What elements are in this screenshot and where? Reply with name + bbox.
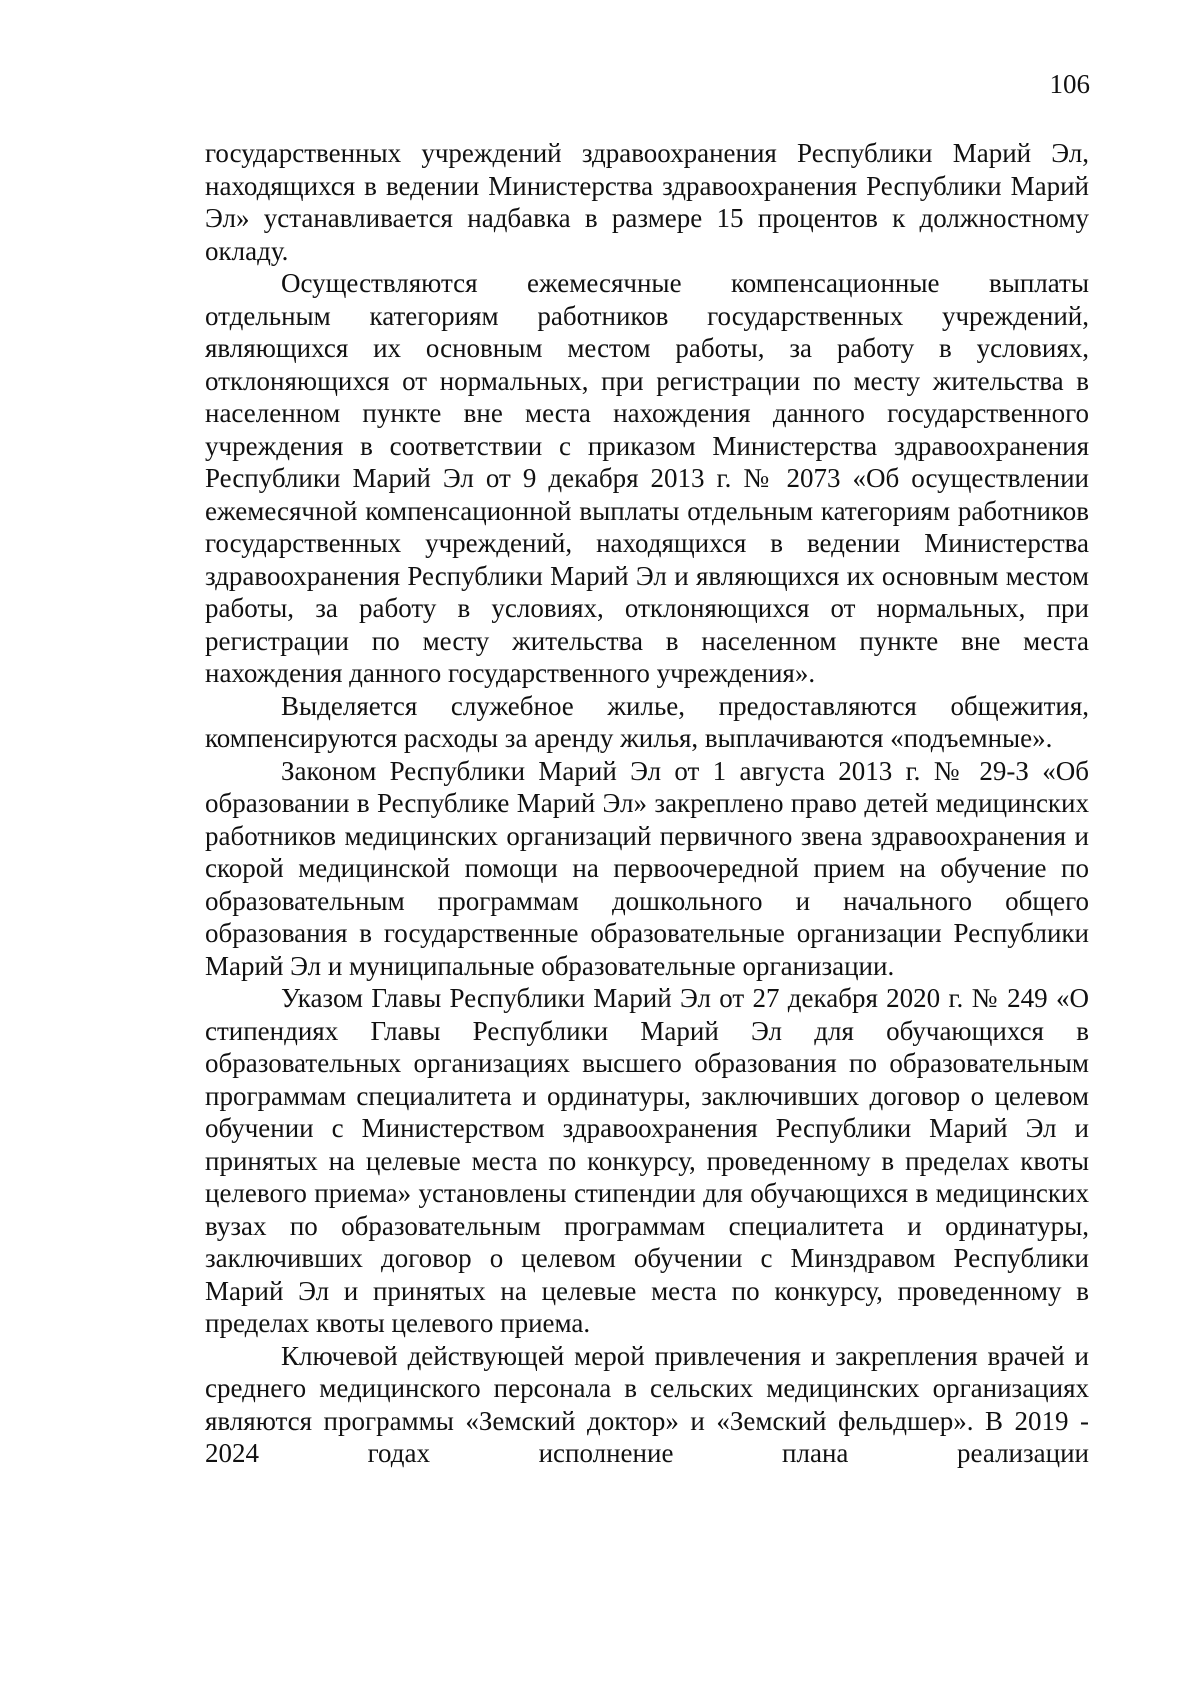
page-number: 106 <box>1049 69 1090 99</box>
paragraph-6: Ключевой действующей мерой привлечения и закрепления врачей и среднего медицинского персонала в сельских медицинских организациях являются программы «Земский доктор» и «Земский фельдшер». В 2019 - 2024 годах исполнение плана реализации <box>205 1340 1089 1468</box>
paragraph-5: Указом Главы Республики Марий Эл от 27 декабря 2020 г. № 249 «О стипендиях Главы Республики Марий Эл для обучающихся в образовательных организациях высшего образования по образовательным программам специалитета и ординатуры, заключивших договор о целевом обучении с Министерством здравоохранения Республики Марий Эл и принятых на целевые места по конкурсу, проведенному в пределах квоты целевого приема» установлены стипендии для обучающихся в медицинских вузах по образовательным программам специалитета и ординатуры, заключивших договор о целевом обучении с Минздравом Республики Марий Эл и принятых на целевые места по конкурсу, проведенному в пределах квоты целевого приема. <box>205 983 1089 1338</box>
paragraph-3: Выделяется служебное жилье, предоставляются общежития, компенсируются расходы за аренду жилья, выплачиваются «подъемные». <box>205 690 1089 753</box>
paragraph-2: Осуществляются ежемесячные компенсационные выплаты отдельным категориям работников государственных учреждений, являющихся их основным местом работы, за работу в условиях, отклоняющихся от нормальных, при регистрации по месту жительства в населенном пункте вне места нахождения данного государственного учреждения в соответствии с приказом Министерства здравоохранения Республики Марий Эл от 9 декабря 2013 г. № 2073 «Об осуществлении ежемесячной компенсационной выплаты отдельным категориям работников государственных учреждений, находящихся в ведении Министерства здравоохранения Республики Марий Эл и являющихся их основным местом работы, за работу в условиях, отклоняющихся от нормальных, при регистрации по месту жительства в населенном пункте вне места нахождения данного государственного учреждения». <box>205 268 1089 688</box>
paragraph-1: государственных учреждений здравоохранения Республики Марий Эл, находящихся в ведении Министерства здравоохранения Республики Марий Эл» устанавливается надбавка в размере 15 процентов к должностному окладу. <box>205 138 1089 266</box>
document-body <box>205 137 1089 1470</box>
paragraph-4: Законом Республики Марий Эл от 1 августа 2013 г. № 29-З «Об образовании в Республике Марий Эл» закреплено право детей медицинских работников медицинских организаций первичного звена здравоохранения и скорой медицинской помощи на первоочередной прием на обучение по образовательным программам дошкольного и начального общего образования в государственные образовательные организации Республики Марий Эл и муниципальные образовательные организации. <box>205 755 1089 981</box>
